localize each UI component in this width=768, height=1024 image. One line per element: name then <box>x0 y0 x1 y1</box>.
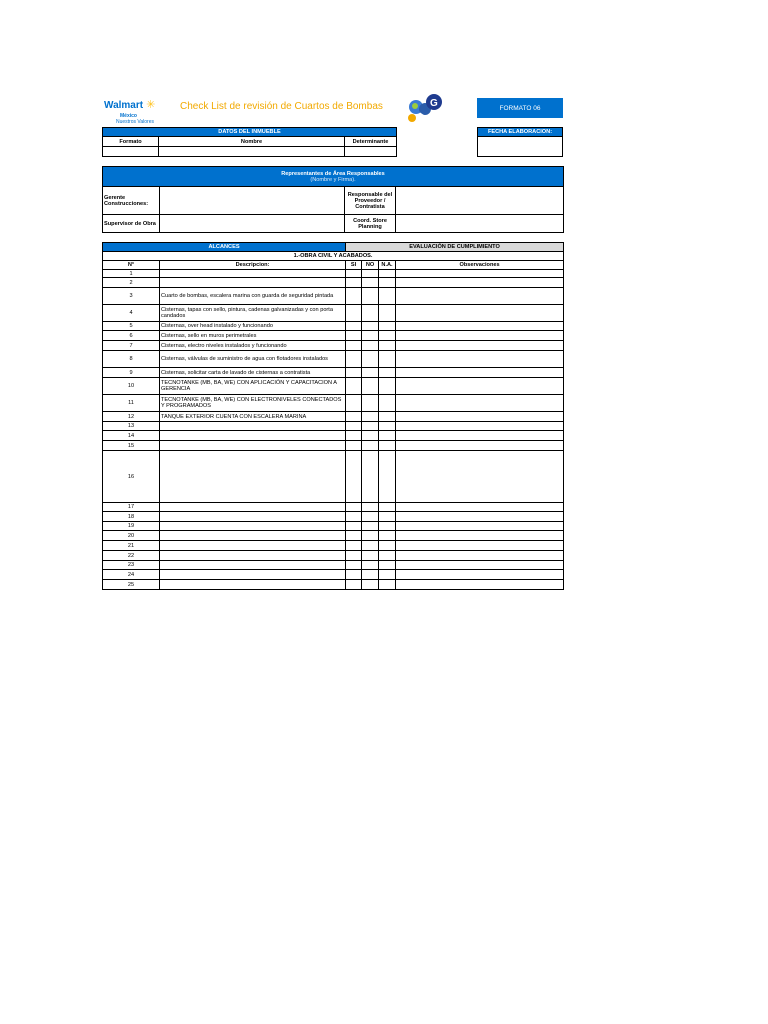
responsables-table <box>102 166 564 233</box>
section-title: 1.-OBRA CIVIL Y ACABADOS. <box>103 252 564 261</box>
row-si-cell[interactable] <box>346 422 362 431</box>
table-row <box>103 551 564 561</box>
row-no-cell[interactable] <box>362 368 379 378</box>
row-no-cell[interactable] <box>362 351 379 368</box>
row-na-cell[interactable] <box>379 522 396 531</box>
row-na-cell[interactable] <box>379 451 396 503</box>
row-no-cell[interactable] <box>362 278 379 288</box>
brand-sub2: Nuestros Valores <box>116 119 154 125</box>
row-si-cell[interactable] <box>346 278 362 288</box>
table-row <box>103 305 564 322</box>
col-na: N.A. <box>379 261 396 270</box>
table-row <box>103 570 564 580</box>
row-si-cell[interactable] <box>346 451 362 503</box>
row-na-cell[interactable] <box>379 378 396 395</box>
row-number: 23 <box>103 561 160 570</box>
row-no-cell[interactable] <box>362 322 379 331</box>
row-si-cell[interactable] <box>346 580 362 590</box>
fecha-table <box>477 127 563 157</box>
row-description: Cisternas, solicitar carta de lavado de cisternas a contratista <box>160 368 346 378</box>
table-row <box>103 378 564 395</box>
row-no-cell[interactable] <box>362 441 379 451</box>
row-na-cell[interactable] <box>379 322 396 331</box>
company-emblem-icon <box>406 93 446 123</box>
row-number: 19 <box>103 522 160 531</box>
table-row <box>103 541 564 551</box>
gerente-label: Gerente Construcciones: <box>103 187 160 215</box>
responsables-subtitle: (Nombre y Firma). <box>310 176 356 183</box>
row-description <box>160 531 346 541</box>
table-row <box>103 522 564 531</box>
row-no-cell[interactable] <box>362 512 379 522</box>
supervisor-field[interactable] <box>160 215 345 233</box>
row-si-cell[interactable] <box>346 522 362 531</box>
svg-text:G: G <box>430 98 438 109</box>
row-si-cell[interactable] <box>346 561 362 570</box>
row-observaciones-cell[interactable] <box>396 412 564 422</box>
row-observaciones-cell[interactable] <box>396 270 564 278</box>
spark-icon: ✳ <box>143 99 156 111</box>
row-si-cell[interactable] <box>346 305 362 322</box>
row-na-cell[interactable] <box>379 278 396 288</box>
row-description: TANQUE EXTERIOR CUENTA CON ESCALERA MARINA <box>160 412 346 422</box>
row-si-cell[interactable] <box>346 368 362 378</box>
table-row <box>103 512 564 522</box>
row-observaciones-cell[interactable] <box>396 570 564 580</box>
row-observaciones-cell[interactable] <box>396 580 564 590</box>
row-si-cell[interactable] <box>346 541 362 551</box>
row-number: 11 <box>103 395 160 412</box>
row-number: 20 <box>103 531 160 541</box>
row-number: 3 <box>103 288 160 305</box>
row-observaciones-cell[interactable] <box>396 522 564 531</box>
row-observaciones-cell[interactable] <box>396 561 564 570</box>
responsable-proveedor-field[interactable] <box>396 187 564 215</box>
supervisor-label: Supervisor de Obra <box>103 215 160 233</box>
row-no-cell[interactable] <box>362 270 379 278</box>
row-description <box>160 451 346 503</box>
row-na-cell[interactable] <box>379 512 396 522</box>
row-description: Cisternas, sello en muros perimetrales <box>160 331 346 341</box>
row-no-cell[interactable] <box>362 451 379 503</box>
row-description <box>160 580 346 590</box>
row-na-cell[interactable] <box>379 422 396 431</box>
row-si-cell[interactable] <box>346 531 362 541</box>
row-si-cell[interactable] <box>346 441 362 451</box>
fecha-field[interactable] <box>478 137 563 157</box>
formato-badge: FORMATO 06 <box>477 98 563 118</box>
row-observaciones-cell[interactable] <box>396 431 564 441</box>
row-no-cell[interactable] <box>362 531 379 541</box>
row-description: Cisternas, over head instalado y funcionando <box>160 322 346 331</box>
gerente-field[interactable] <box>160 187 345 215</box>
row-observaciones-cell[interactable] <box>396 322 564 331</box>
row-description <box>160 512 346 522</box>
coord-field[interactable] <box>396 215 564 233</box>
row-na-cell[interactable] <box>379 541 396 551</box>
inmueble-header: DATOS DEL INMUEBLE <box>103 128 397 137</box>
row-si-cell[interactable] <box>346 512 362 522</box>
row-si-cell[interactable] <box>346 570 362 580</box>
row-observaciones-cell[interactable] <box>396 531 564 541</box>
page-title: Check List de revisión de Cuartos de Bombas <box>180 101 383 112</box>
row-number: 22 <box>103 551 160 561</box>
row-number: 10 <box>103 378 160 395</box>
row-no-cell[interactable] <box>362 378 379 395</box>
formato-label: Formato <box>103 137 159 147</box>
row-no-cell[interactable] <box>362 395 379 412</box>
row-na-cell[interactable] <box>379 288 396 305</box>
row-na-cell[interactable] <box>379 412 396 422</box>
formato-field[interactable] <box>103 147 159 157</box>
row-na-cell[interactable] <box>379 561 396 570</box>
determinante-field[interactable] <box>345 147 397 157</box>
row-number: 5 <box>103 322 160 331</box>
coord-label: Coord. Store Planning <box>345 215 396 233</box>
row-number: 6 <box>103 331 160 341</box>
row-description: TECNOTANKE (MB, BA, WE) CON APLICACIÓN Y CAPACITACION A GERENCIA <box>160 378 346 395</box>
row-observaciones-cell[interactable] <box>396 341 564 351</box>
table-row <box>103 580 564 590</box>
row-observaciones-cell[interactable] <box>396 451 564 503</box>
row-no-cell[interactable] <box>362 561 379 570</box>
row-si-cell[interactable] <box>346 322 362 331</box>
row-description: Cisternas, electro niveles instalados y funcionando <box>160 341 346 351</box>
table-row <box>103 331 564 341</box>
table-row <box>103 322 564 331</box>
row-na-cell[interactable] <box>379 341 396 351</box>
table-row <box>103 341 564 351</box>
row-no-cell[interactable] <box>362 503 379 512</box>
row-na-cell[interactable] <box>379 270 396 278</box>
brand-name: Walmart <box>104 100 144 111</box>
row-description: Cuarto de bombas, escalera marina con guarda de seguridad pintada <box>160 288 346 305</box>
row-no-cell[interactable] <box>362 570 379 580</box>
col-observaciones: Observaciones <box>396 261 564 270</box>
row-number: 14 <box>103 431 160 441</box>
row-si-cell[interactable] <box>346 412 362 422</box>
row-description: TECNOTANKE (MB, BA, WE) CON ELECTRONIVELES CONECTADOS Y PROGRAMADOS <box>160 395 346 412</box>
table-row <box>103 422 564 431</box>
row-na-cell[interactable] <box>379 331 396 341</box>
row-observaciones-cell[interactable] <box>396 541 564 551</box>
row-observaciones-cell[interactable] <box>396 378 564 395</box>
fecha-header: FECHA ELABORACION: <box>478 128 563 137</box>
row-description <box>160 570 346 580</box>
row-na-cell[interactable] <box>379 551 396 561</box>
row-observaciones-cell[interactable] <box>396 551 564 561</box>
row-observaciones-cell[interactable] <box>396 331 564 341</box>
row-si-cell[interactable] <box>346 395 362 412</box>
row-number: 16 <box>103 451 160 503</box>
row-na-cell[interactable] <box>379 441 396 451</box>
walmart-logo <box>104 95 170 123</box>
table-row <box>103 278 564 288</box>
col-si: SI <box>346 261 362 270</box>
row-observaciones-cell[interactable] <box>396 395 564 412</box>
row-si-cell[interactable] <box>346 378 362 395</box>
row-na-cell[interactable] <box>379 368 396 378</box>
row-na-cell[interactable] <box>379 531 396 541</box>
row-si-cell[interactable] <box>346 341 362 351</box>
row-number: 7 <box>103 341 160 351</box>
table-row <box>103 288 564 305</box>
row-si-cell[interactable] <box>346 431 362 441</box>
row-number: 18 <box>103 512 160 522</box>
row-number: 17 <box>103 503 160 512</box>
row-description <box>160 522 346 531</box>
table-row <box>103 441 564 451</box>
row-na-cell[interactable] <box>379 351 396 368</box>
row-observaciones-cell[interactable] <box>396 441 564 451</box>
row-number: 9 <box>103 368 160 378</box>
table-row <box>103 395 564 412</box>
row-na-cell[interactable] <box>379 431 396 441</box>
row-si-cell[interactable] <box>346 331 362 341</box>
row-no-cell[interactable] <box>362 580 379 590</box>
row-no-cell[interactable] <box>362 422 379 431</box>
brand-sub1: México <box>120 113 137 119</box>
row-na-cell[interactable] <box>379 503 396 512</box>
table-row <box>103 451 564 503</box>
row-description <box>160 441 346 451</box>
evaluacion-header: EVALUACIÓN DE CUMPLIMIENTO <box>346 243 564 252</box>
responsables-title: Representantes de Área Responsables <box>281 170 385 177</box>
row-no-cell[interactable] <box>362 541 379 551</box>
row-number: 15 <box>103 441 160 451</box>
row-description <box>160 422 346 431</box>
row-description <box>160 551 346 561</box>
row-observaciones-cell[interactable] <box>396 422 564 431</box>
table-row <box>103 351 564 368</box>
row-no-cell[interactable] <box>362 522 379 531</box>
responsable-proveedor-label: Responsable del Proveedor / Contratista <box>345 187 396 215</box>
row-description: Cisternas, válvulas de suministro de agua con flotadores instalados <box>160 351 346 368</box>
row-number: 8 <box>103 351 160 368</box>
row-number: 13 <box>103 422 160 431</box>
col-description: Descripcion: <box>160 261 346 270</box>
row-observaciones-cell[interactable] <box>396 503 564 512</box>
row-na-cell[interactable] <box>379 580 396 590</box>
row-number: 12 <box>103 412 160 422</box>
row-si-cell[interactable] <box>346 503 362 512</box>
alcances-header: ALCANCES <box>103 243 346 252</box>
row-description <box>160 431 346 441</box>
row-no-cell[interactable] <box>362 331 379 341</box>
row-description <box>160 270 346 278</box>
nombre-label: Nombre <box>159 137 345 147</box>
row-description <box>160 561 346 570</box>
row-si-cell[interactable] <box>346 351 362 368</box>
col-no: NO <box>362 261 379 270</box>
inmueble-table <box>102 127 397 157</box>
responsables-header <box>103 167 564 187</box>
row-observaciones-cell[interactable] <box>396 305 564 322</box>
row-description: Cisternas, tapas con sello, pintura, cadenas galvanizadas y con porta candados <box>160 305 346 322</box>
row-observaciones-cell[interactable] <box>396 288 564 305</box>
row-na-cell[interactable] <box>379 570 396 580</box>
row-si-cell[interactable] <box>346 551 362 561</box>
row-si-cell[interactable] <box>346 270 362 278</box>
row-na-cell[interactable] <box>379 395 396 412</box>
row-number: 25 <box>103 580 160 590</box>
table-row <box>103 503 564 512</box>
checklist-table <box>102 242 564 590</box>
nombre-field[interactable] <box>159 147 345 157</box>
row-description <box>160 278 346 288</box>
row-number: 2 <box>103 278 160 288</box>
row-no-cell[interactable] <box>362 341 379 351</box>
col-number: N° <box>103 261 160 270</box>
determinante-label: Determinante <box>345 137 397 147</box>
table-row <box>103 431 564 441</box>
table-row <box>103 531 564 541</box>
table-row <box>103 561 564 570</box>
row-observaciones-cell[interactable] <box>396 278 564 288</box>
row-number: 24 <box>103 570 160 580</box>
table-row <box>103 270 564 278</box>
table-row <box>103 368 564 378</box>
row-no-cell[interactable] <box>362 412 379 422</box>
row-observaciones-cell[interactable] <box>396 512 564 522</box>
row-description <box>160 503 346 512</box>
row-no-cell[interactable] <box>362 305 379 322</box>
row-no-cell[interactable] <box>362 551 379 561</box>
row-description <box>160 541 346 551</box>
row-observaciones-cell[interactable] <box>396 368 564 378</box>
row-observaciones-cell[interactable] <box>396 351 564 368</box>
row-number: 4 <box>103 305 160 322</box>
row-number: 21 <box>103 541 160 551</box>
row-no-cell[interactable] <box>362 288 379 305</box>
row-number: 1 <box>103 270 160 278</box>
row-na-cell[interactable] <box>379 305 396 322</box>
row-si-cell[interactable] <box>346 288 362 305</box>
table-row <box>103 412 564 422</box>
row-no-cell[interactable] <box>362 431 379 441</box>
